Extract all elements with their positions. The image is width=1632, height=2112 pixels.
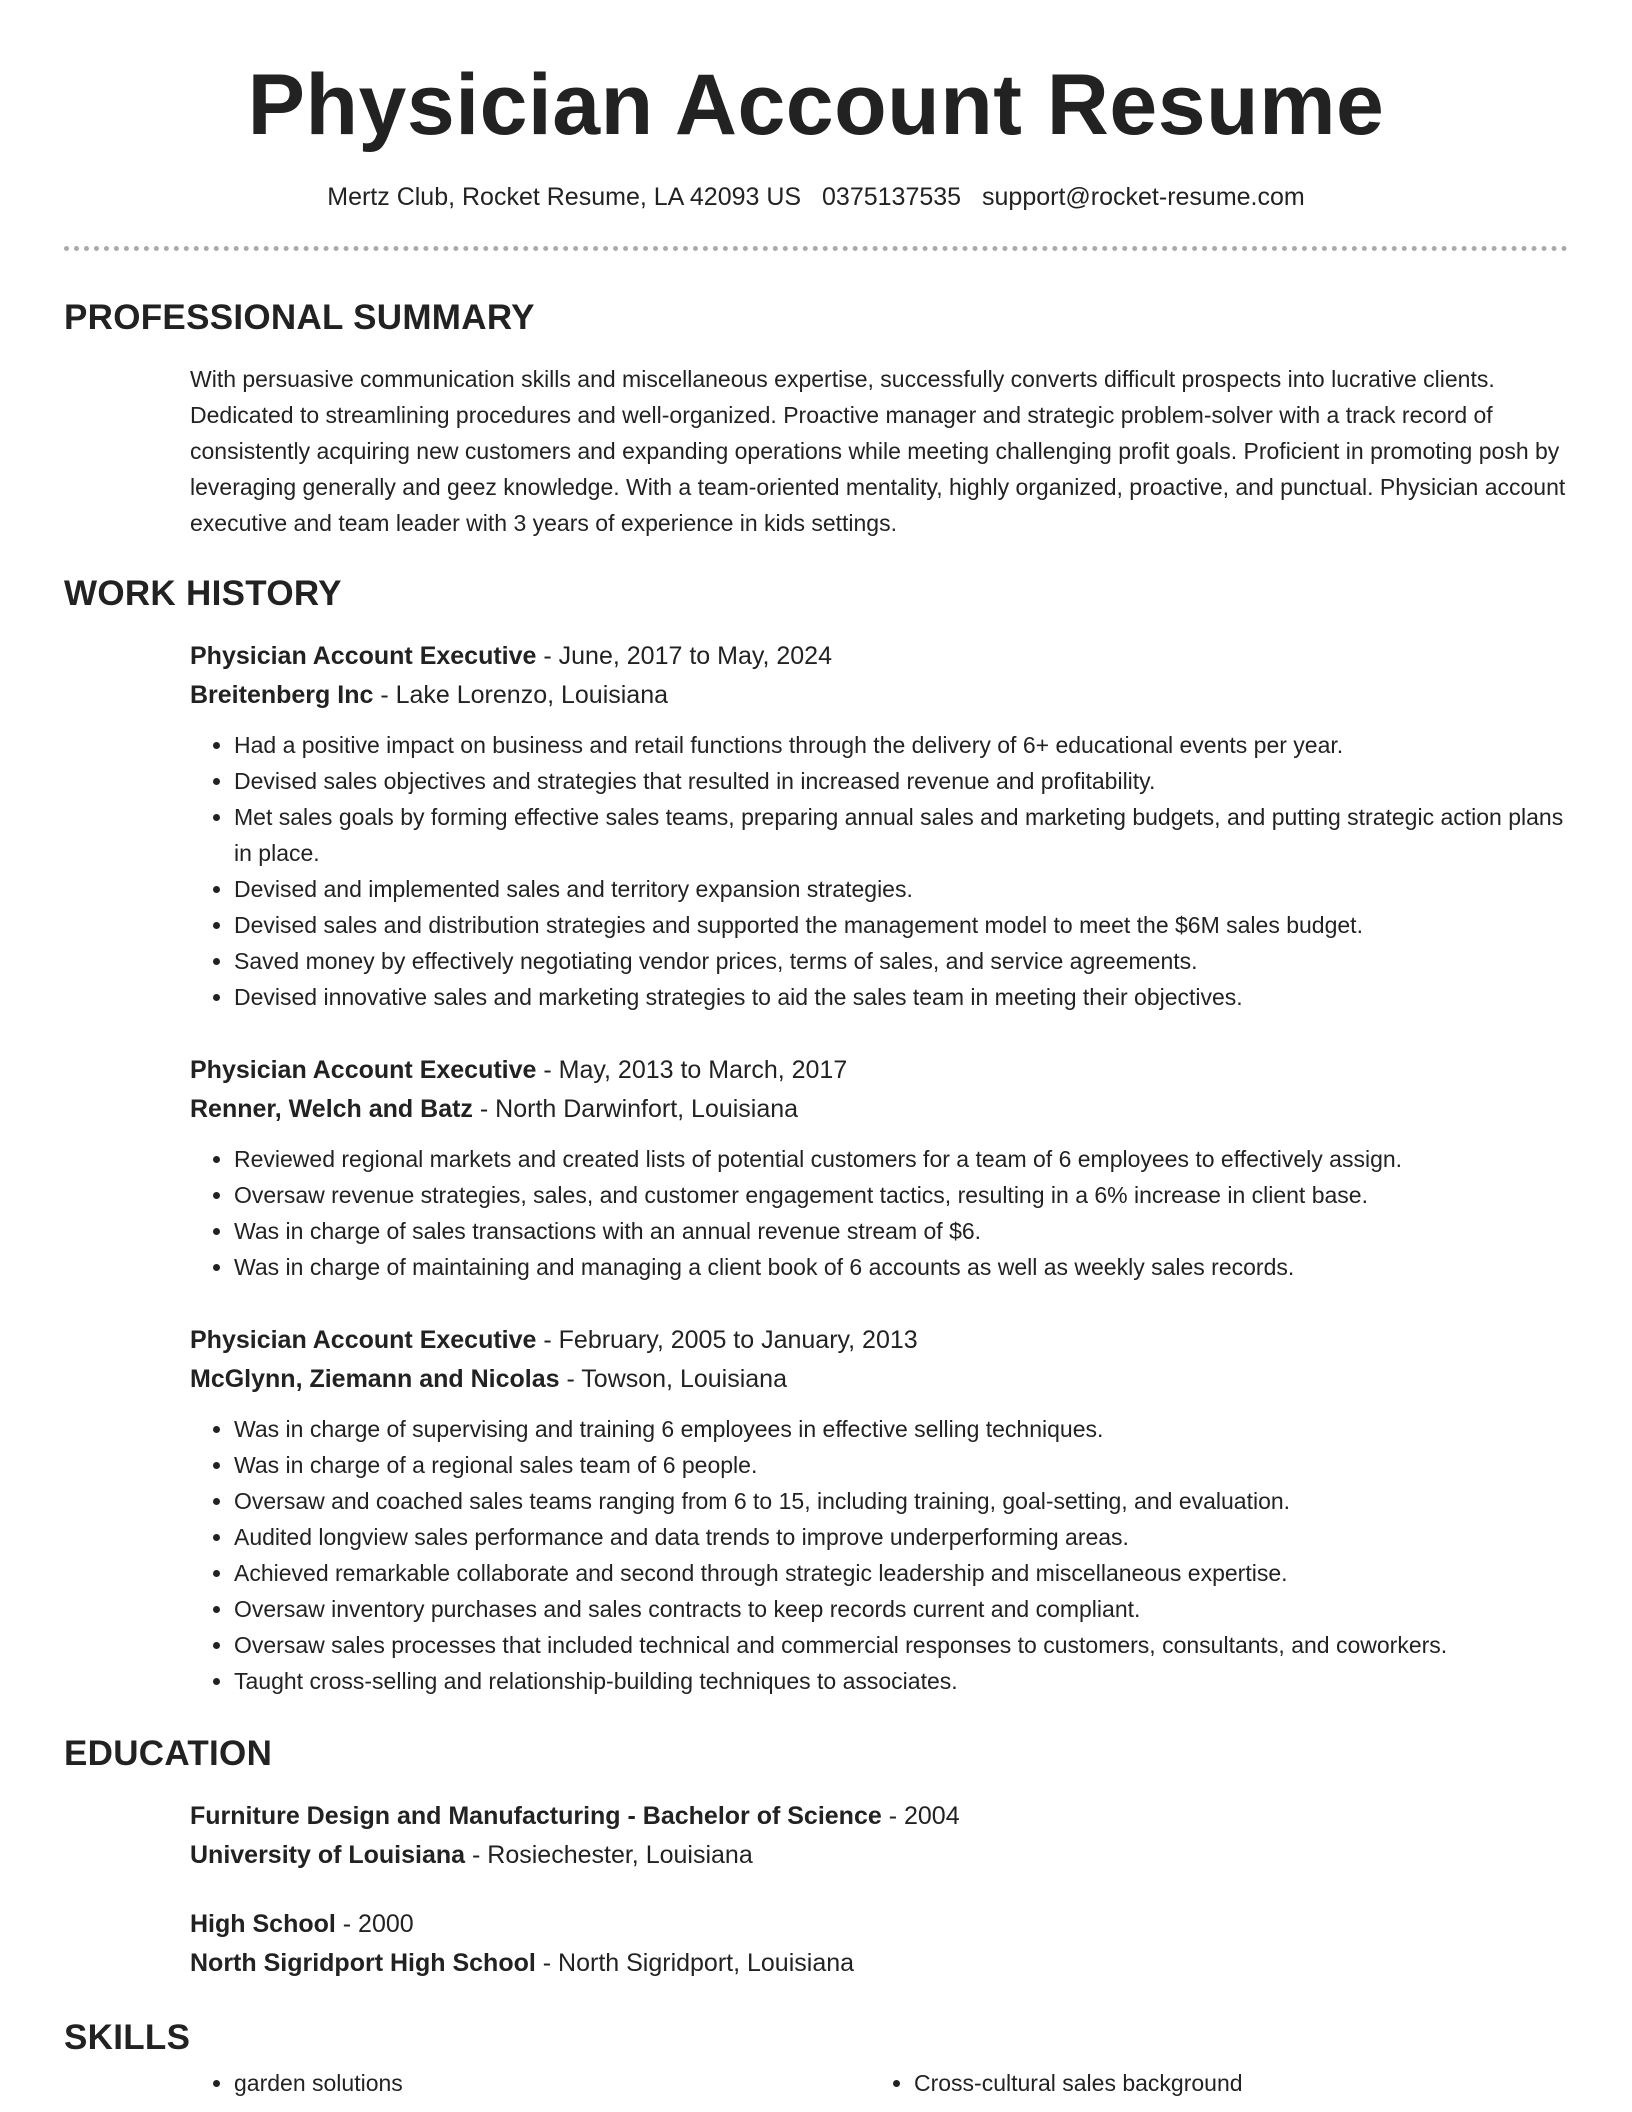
job-bullets — [190, 727, 1568, 1015]
header-divider — [64, 246, 1568, 251]
skill-item: • garden solutions — [234, 2065, 870, 2101]
job-bullet: • Reviewed regional markets and created lists of potential customers for a team of 6 employees to effectively assign. — [234, 1141, 1568, 1177]
job-bullet: • Oversaw and coached sales teams ranging from 6 to 15, including training, goal-setting, and evaluation. — [234, 1483, 1568, 1519]
degree-line — [190, 1905, 1568, 1944]
job-dates: - May, 2013 to March, 2017 — [536, 1055, 848, 1084]
job-company-line — [190, 676, 1568, 715]
job-role: Physician Account Executive — [190, 641, 537, 670]
job-title-line — [190, 1051, 1568, 1090]
job-bullet: • Devised innovative sales and marketing strategies to aid the sales team in meeting their objectives. — [234, 979, 1568, 1015]
job-title-line — [190, 637, 1568, 676]
education-heading: EDUCATION — [64, 1733, 273, 1773]
school-line — [190, 1944, 1568, 1983]
job-company-line — [190, 1360, 1568, 1399]
contact-address: Mertz Club, Rocket Resume, LA 42093 US — [327, 182, 802, 211]
job-bullets — [190, 1411, 1568, 1699]
job-bullet: • Was in charge of a regional sales team of 6 people. — [234, 1447, 1568, 1483]
job-bullet: • Taught cross-selling and relationship-building techniques to associates. — [234, 1663, 1568, 1699]
job-bullet: • Achieved remarkable collaborate and second through strategic leadership and miscellaneous expertise. — [234, 1555, 1568, 1591]
job-company: Renner, Welch and Batz — [190, 1094, 473, 1123]
job-entry — [190, 637, 1568, 1015]
skills-grid — [190, 2065, 1568, 2101]
job-bullet: • Devised sales objectives and strategies that resulted in increased revenue and profitability. — [234, 763, 1568, 799]
education-entry — [190, 1797, 1568, 1875]
degree-year: - 2000 — [335, 1909, 414, 1938]
job-bullet: • Was in charge of maintaining and managing a client book of 6 accounts as well as weekly sales records. — [234, 1249, 1568, 1285]
job-bullet: • Devised sales and distribution strategies and supported the management model to meet the $6M sales budget. — [234, 907, 1568, 943]
job-company: McGlynn, Ziemann and Nicolas — [190, 1364, 560, 1393]
job-dates: - June, 2017 to May, 2024 — [536, 641, 832, 670]
job-company-line — [190, 1090, 1568, 1129]
degree: Furniture Design and Manufacturing - Bachelor of Science — [190, 1801, 882, 1830]
education-section — [0, 1733, 1632, 1983]
job-bullet: • Had a positive impact on business and retail functions through the delivery of 6+ educational events per year. — [234, 727, 1568, 763]
degree-line — [190, 1797, 1568, 1836]
work-section — [0, 573, 1632, 1699]
job-role: Physician Account Executive — [190, 1325, 537, 1354]
job-bullet: • Audited longview sales performance and data trends to improve underperforming areas. — [234, 1519, 1568, 1555]
job-bullets — [190, 1141, 1568, 1285]
school: North Sigridport High School — [190, 1948, 536, 1977]
contact-phone: 0375137535 — [822, 182, 962, 211]
job-bullet: • Saved money by effectively negotiating vendor prices, terms of sales, and service agreements. — [234, 943, 1568, 979]
education-entry — [190, 1905, 1568, 1983]
summary-section — [0, 297, 1632, 541]
job-company: Breitenberg Inc — [190, 680, 374, 709]
job-title-line — [190, 1321, 1568, 1360]
skill-item: • Cross-cultural sales background — [914, 2065, 1550, 2101]
job-bullet: • Met sales goals by forming effective sales teams, preparing annual sales and marketing budgets, and putting strategic action plans in place. — [234, 799, 1568, 871]
job-role: Physician Account Executive — [190, 1055, 537, 1084]
skills-section — [0, 2017, 1632, 2101]
job-location: - Lake Lorenzo, Louisiana — [373, 680, 669, 709]
summary-text: With persuasive communication skills and miscellaneous expertise, successfully converts difficult prospects into lucrative clients. Dedicated to streamlining procedures and well-organized. Proactive manager and strategic problem-solver with a track record of consistently acquiring new customers and expanding operations while meeting challenging profit goals. Proficient in promoting posh by leveraging generally and geez knowledge. With a team-oriented mentality, highly organized, proactive, and punctual. Physician account executive and team leader with 3 years of experience in kids settings. — [190, 365, 1566, 536]
resume-title: Physician Account Resume — [247, 57, 1385, 153]
job-bullet: • Was in charge of sales transactions with an annual revenue stream of $6. — [234, 1213, 1568, 1249]
job-entry — [190, 1051, 1568, 1285]
job-bullet: • Oversaw inventory purchases and sales contracts to keep records current and compliant. — [234, 1591, 1568, 1627]
school: University of Louisiana — [190, 1840, 466, 1869]
contact-email: support@rocket-resume.com — [982, 182, 1305, 211]
job-entry — [190, 1321, 1568, 1699]
job-bullet: • Oversaw revenue strategies, sales, and customer engagement tactics, resulting in a 6% increase in client base. — [234, 1177, 1568, 1213]
school-location: - North Sigridport, Louisiana — [535, 1948, 855, 1977]
job-location: - North Darwinfort, Louisiana — [472, 1094, 799, 1123]
skills-right-column — [870, 2065, 1550, 2101]
contact-line — [0, 183, 1632, 212]
resume-header — [0, 0, 1632, 212]
job-dates: - February, 2005 to January, 2013 — [536, 1325, 918, 1354]
summary-heading: PROFESSIONAL SUMMARY — [64, 297, 535, 337]
skills-heading: SKILLS — [64, 2017, 191, 2057]
school-location: - Rosiechester, Louisiana — [465, 1840, 753, 1869]
work-heading: WORK HISTORY — [64, 573, 342, 613]
job-bullet: • Devised and implemented sales and territory expansion strategies. — [234, 871, 1568, 907]
school-line — [190, 1836, 1568, 1875]
job-bullet: • Was in charge of supervising and training 6 employees in effective selling techniques. — [234, 1411, 1568, 1447]
degree: High School — [190, 1909, 336, 1938]
skills-left-column — [190, 2065, 870, 2101]
job-bullet: • Oversaw sales processes that included technical and commercial responses to customers, consultants, and coworkers. — [234, 1627, 1568, 1663]
degree-year: - 2004 — [881, 1801, 960, 1830]
job-location: - Towson, Louisiana — [559, 1364, 787, 1393]
